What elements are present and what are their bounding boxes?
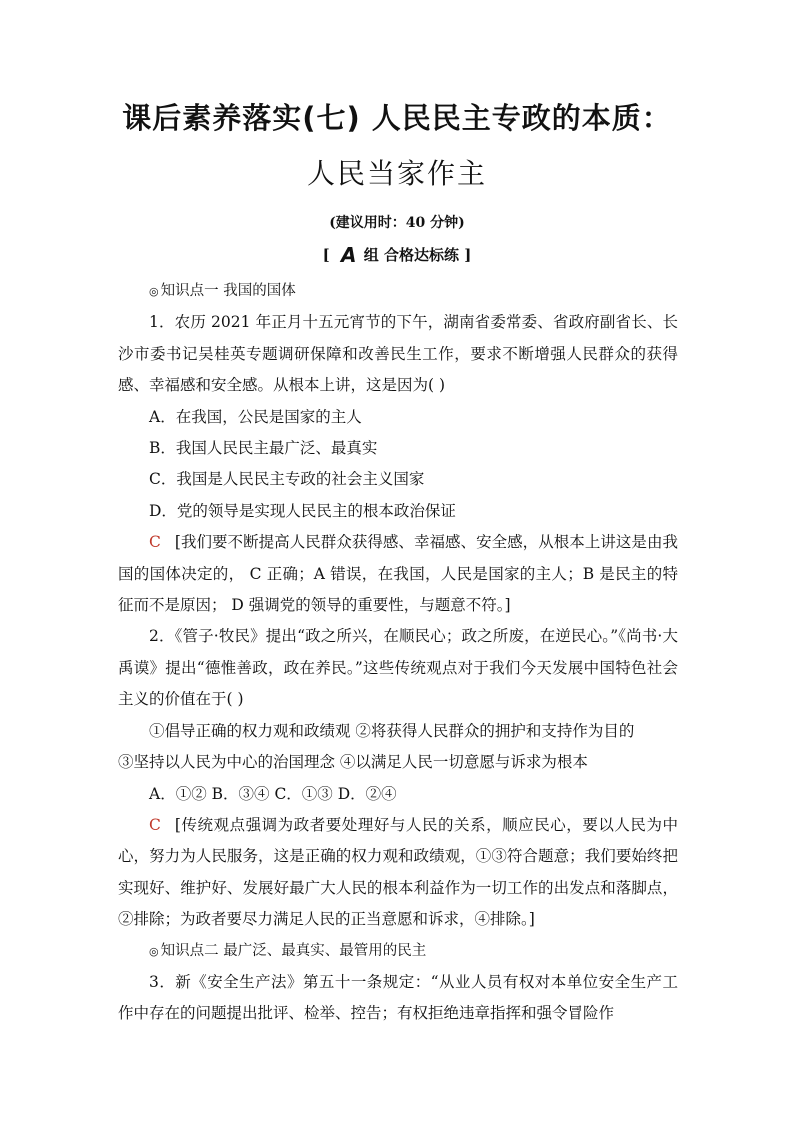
group-badge: A — [341, 243, 357, 267]
target-icon: ◎ — [149, 944, 159, 958]
question-content — [118, 276, 678, 1030]
answer-explanation: [传统观点强调为政者要处理好与人民的关系，顺应民心，要以人民为中心，努力为人民服务，这是正确的权力观和政绩观，①③符合题意；我们要始终把实现好、维护好、发展好最广大人民的根本利益作为一切工作的出发点和落脚点，②排除；为政者要尽力满足人民的正当意愿和诉求，④排除。] — [118, 815, 678, 929]
group-bracket-close: ] — [464, 246, 472, 264]
time-note: (建议用时：40 分钟) — [329, 215, 465, 231]
question-2-stem: 2．《管子·牧民》提出“政之所兴，在顺民心；政之所废，在逆民心。”《尚书·大禹谟》提出“德惟善政，政在养民。”这些传统观点对于我们今天发展中国特色社会主义的价值在于( ) — [118, 627, 678, 709]
question-1-option-d: D．党的领导是实现人民民主的根本政治保证 — [149, 501, 456, 520]
question-1-stem: 1．农历 2021 年正月十五元宵节的下午，湖南省委常委、省政府副省长、长沙市委书记吴桂英专题调研保障和改善民生工作，要求不断增强人民群众的获得感、幸福感和安全感。从根本上讲，这是因为( ) — [118, 313, 678, 395]
group-bracket-open: [ — [322, 246, 330, 264]
question-2-items-2: ③坚持以人民为中心的治国理念 ④以满足人民一切意愿与诉求为根本 — [118, 753, 588, 772]
knowledge-point-1 — [118, 276, 678, 307]
question-3-stem: 3．新《安全生产法》第五十一条规定：“从业人员有权对本单位安全生产工作中存在的问题提出批评、检举、控告；有权拒绝违章指挥和强令冒险作 — [118, 972, 678, 1023]
answer-letter: C — [149, 533, 161, 552]
question-1-answer — [118, 527, 678, 621]
answer-letter: C — [149, 815, 161, 834]
target-icon: ◎ — [149, 285, 159, 298]
question-2-answer — [118, 810, 678, 936]
question-1-option-a: A．在我国，公民是国家的主人 — [149, 407, 362, 426]
question-1-option-c: C．我国是人民民主专政的社会主义国家 — [149, 470, 425, 489]
question-2-items-1: ①倡导正确的权力观和政绩观 ②将获得人民群众的拥护和支持作为目的 — [149, 721, 635, 740]
knowledge-point-label: 知识点一 我国的国体 — [160, 283, 296, 299]
knowledge-point-2 — [118, 936, 678, 967]
page-subtitle: 人民当家作主 — [306, 157, 487, 190]
page-title: 课后素养落实(七) 人民民主专政的本质： — [122, 101, 672, 135]
group-heading — [0, 243, 794, 267]
question-2-options: A．①② B．③④ C．①③ D．②④ — [149, 784, 397, 803]
answer-explanation: [我们要不断提高人民群众获得感、幸福感、安全感，从根本上讲这是由我国的国体决定的， C 正确；A 错误，在我国，人民是国家的主人；B 是民主的特征而不是原因； D 强调党的领导的重要性，与题意不符。] — [118, 533, 678, 615]
group-label: 组 合格达标练 — [363, 246, 459, 264]
knowledge-point-label: 知识点二 最广泛、最真实、最管用的民主 — [160, 942, 427, 959]
question-1-option-b: B．我国人民民主最广泛、最真实 — [149, 439, 378, 458]
